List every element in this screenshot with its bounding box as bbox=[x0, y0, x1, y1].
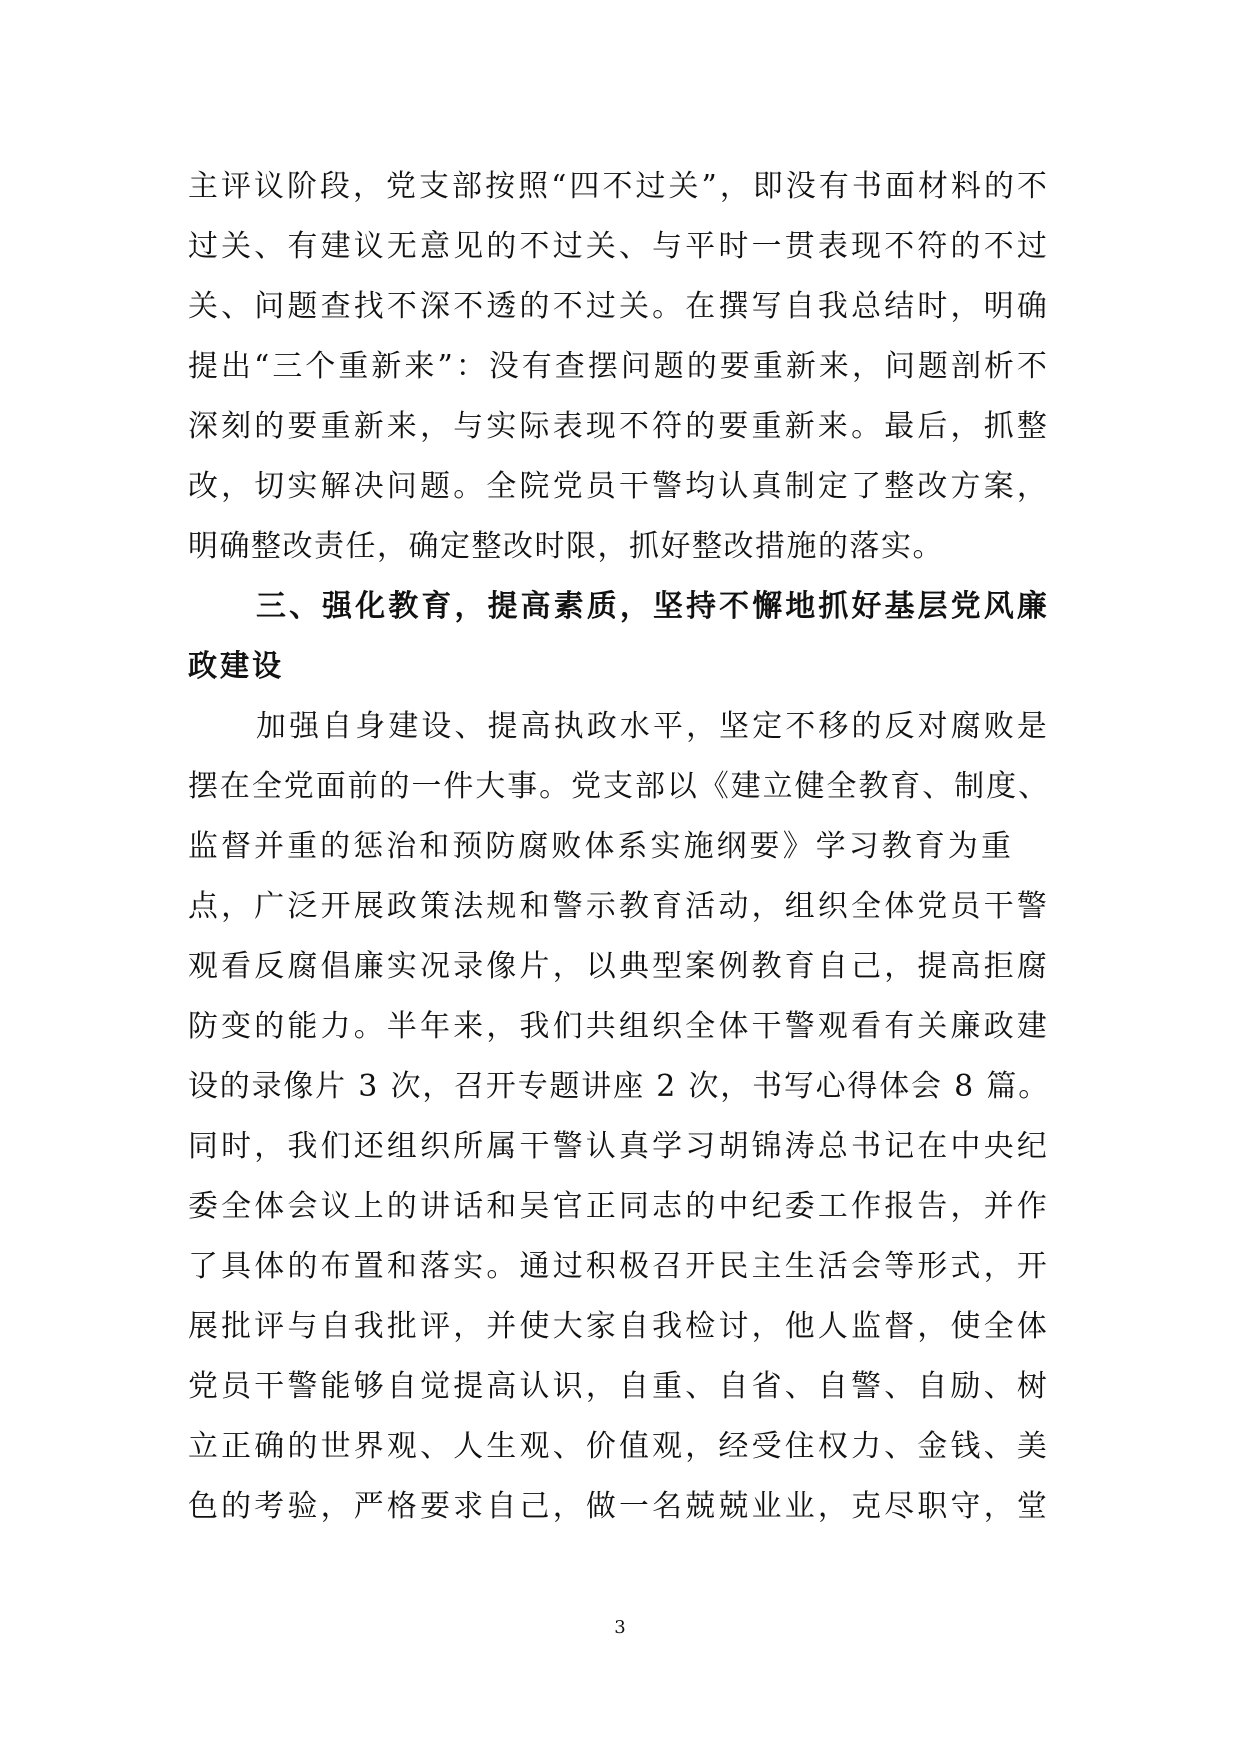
body-line: 党员干警能够自觉提高认识，自重、自省、自警、自励、树 bbox=[188, 1369, 1050, 1404]
body-line: 摆在全党面前的一件大事。党支部以《建立健全教育、制度、 bbox=[188, 769, 1050, 804]
body-line: 明确整改责任，确定整改时限，抓好整改措施的落实。 bbox=[188, 529, 944, 564]
body-line: 色的考验，严格要求自己，做一名兢兢业业，克尽职守，堂 bbox=[188, 1489, 1050, 1524]
body-line: 点，广泛开展政策法规和警示教育活动，组织全体党员干警 bbox=[188, 889, 1050, 924]
body-line: 提出“三个重新来”：没有查摆问题的要重新来，问题剖析不 bbox=[188, 349, 1050, 384]
body-line: 加强自身建设、提高执政水平，坚定不移的反对腐败是 bbox=[256, 709, 1050, 744]
body-line: 立正确的世界观、人生观、价值观，经受住权力、金钱、美 bbox=[188, 1429, 1050, 1464]
body-line: 设的录像片 3 次，召开专题讲座 2 次，书写心得体会 8 篇。 bbox=[188, 1069, 1050, 1104]
body-line: 防变的能力。半年来，我们共组织全体干警观看有关廉政建 bbox=[188, 1009, 1050, 1044]
body-line: 展批评与自我批评，并使大家自我检讨，他人监督，使全体 bbox=[188, 1309, 1050, 1344]
body-line: 主评议阶段，党支部按照“四不过关”，即没有书面材料的不 bbox=[188, 169, 1050, 204]
body-line: 同时，我们还组织所属干警认真学习胡锦涛总书记在中央纪 bbox=[188, 1129, 1050, 1164]
body-line: 改，切实解决问题。全院党员干警均认真制定了整改方案， bbox=[188, 469, 1050, 504]
body-line: 关、问题查找不深不透的不过关。在撰写自我总结时，明确 bbox=[188, 289, 1050, 324]
body-line: 观看反腐倡廉实况录像片，以典型案例教育自己，提高拒腐 bbox=[188, 949, 1050, 984]
section-heading-line: 政建设 bbox=[188, 649, 284, 684]
body-line: 深刻的要重新来，与实际表现不符的要重新来。最后，抓整 bbox=[188, 409, 1050, 444]
section-heading-line: 三、强化教育，提高素质，坚持不懈地抓好基层党风廉 bbox=[256, 589, 1050, 624]
body-line: 监督并重的惩治和预防腐败体系实施纲要》学习教育为重 bbox=[188, 829, 1014, 864]
page-number: 3 bbox=[614, 1617, 626, 1638]
body-line: 委全体会议上的讲话和吴官正同志的中纪委工作报告，并作 bbox=[188, 1189, 1050, 1224]
body-line: 了具体的布置和落实。通过积极召开民主生活会等形式，开 bbox=[188, 1249, 1050, 1284]
body-line: 过关、有建议无意见的不过关、与平时一贯表现不符的不过 bbox=[188, 229, 1050, 264]
